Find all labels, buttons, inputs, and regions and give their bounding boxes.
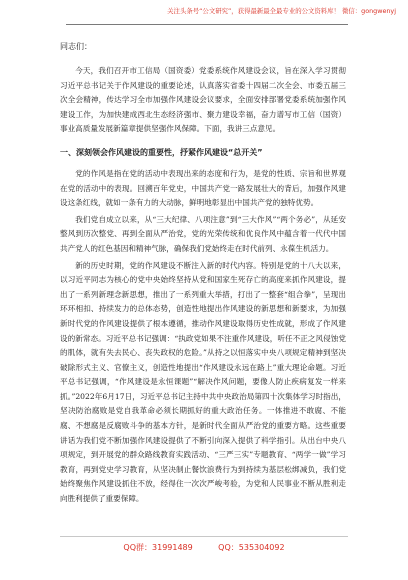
paragraph: 我们党自成立以来，从“三大纪律、八项注意”到“三大作风”“两个务必”，从延安整风到历次整党、再到全面从严治党，党的光荣传统和优良作风中蕴含着一代代中国共产党人的红色基因和精神气脉，确保我们党始终走在时代前列、永葆生机活力。 [60, 214, 346, 253]
header-banner: 关注头条号“公文研究”，获得最新最全最专业的公文资料库！ 微信：gongwenyj [167, 7, 396, 15]
footer [0, 542, 408, 553]
footer-rule [60, 536, 348, 537]
document-body [60, 42, 346, 509]
intro-paragraph: 今天，我们召开市工信局（国资委）党委系统作风建设会议，旨在深入学习贯彻习近平总书记关于作风建设的重要论述，认真落实省委十四届二次全会、市委五届三次全会精神，传达学习全市加强作风建设会议要求，全面安排部署党委系统加强作风建设工作，为加快建成西北生态经济强市、聚力建设幸福，奋力谱写市工信（国资）事业高质量发展新篇章提供坚强作风保障。下面，我讲三点意见。 [60, 66, 346, 134]
greeting: 同志们： [60, 42, 92, 51]
footer-qq-group: QQ群：31991489 [123, 543, 193, 552]
header-rule [66, 24, 348, 25]
footer-qq: QQ：535304092 [218, 543, 285, 552]
section-heading-1: 一、深刻领会作风建设的重要性，抒紧作风建设“总开关” [60, 147, 263, 157]
paragraph: 党的作风是指在党的活动中表现出来的态度和行为，是党的性质、宗旨和世界观在党的活动中的表现。回溯百年党史，中国共产党一路发展壮大的背后，加强作风建设这条红线，就如一条有力的大动脉，鲜明地彰显出中国共产党的独特优势。 [60, 168, 346, 208]
paragraph: 新的历史时期，党的作风建设不断注入新的时代内容。特别是党的十八大以来，以习近平同志为核心的党中央始终坚持从党和国家生死存亡的高度来抓作风建设，提出了一系列新理念新思想，推出了一系列重大举措，打出了一整套“组合拳”，呈现出环环相扣、持续发力的总体态势，创造性地提出作风建设的新思想和新要求，为加强新时代党的作风建设提供了根本遵循，推动作风建设取得历史性成就，形成了作风建设的新常态。习近平总书记强调：“执政党如果不注重作风建设，听任不正之风侵蚀党的肌体，就有失去民心、丧失政权的危险。”从持之以恒落实中央八项规定精神到坚决破除形式主义、官僚主义，创造性地提出“作风建设永远在路上”重大理论命题。习近平总书记强调，“作风建设是永恒课题”“解决作风问题，要像人防止疾病复发一样来抓。”2022年6月17日，习近平总书记主持中共中央政治局第四十次集体学习时指出，坚决防治腐败是党自我革命必须长期抓好的重大政治任务。一体推进不敢腐、不能腐、不想腐是反腐败斗争的基本方针，是新时代全面从严治党的重要方略。这些重要讲话为我们党不断加强作风建设提供了不断引向深入提供了科学指引。从出台中央八项规定，到开展党的群众路线教育实践活动、“三严三实”专题教育、“两学一做”学习教育，再到党史学习教育，从坚决制止餐饮浪费行为到持续为基层松绑减负，我们党始终聚焦作风建设抓住不放，经得住一次次严峻考验，为党和人民事业不断从胜利走向胜利提供了重要保障。 [60, 260, 346, 504]
